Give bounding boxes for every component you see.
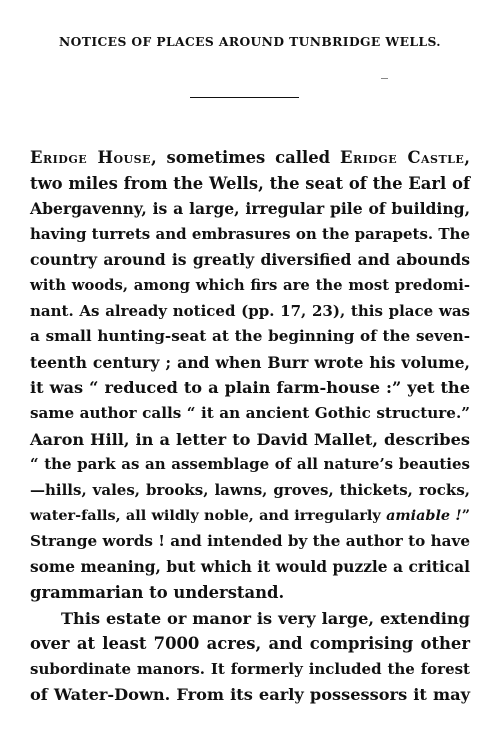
text-line: Strange words ! and intended by the author to have [30, 531, 470, 550]
text-line: —hills, vales, brooks, lawns, groves, thickets, rocks, [30, 480, 470, 499]
running-head: NOTICES OF PLACES AROUND TUNBRIDGE WELLS. [59, 34, 441, 49]
place-name-eridge-castle: Eridge Castle [339, 148, 465, 167]
text-line [30, 503, 470, 529]
print-speck [381, 78, 388, 79]
body-text [30, 145, 470, 708]
text-line: having turrets and embrasures on the parapets. The [30, 224, 470, 243]
text-line: some meaning, but which it would puzzle a critical [30, 557, 470, 576]
text-fragment: , sometimes called [150, 148, 340, 167]
place-name-eridge-house: Eridge House [30, 148, 151, 167]
text-line: Abergavenny, is a large, irregular pile of building, [30, 199, 470, 219]
text-line: a small hunting-seat at the beginning of the seven- [30, 327, 470, 346]
text-line: country around is greatly diversified and abounds [30, 250, 470, 270]
text-line: two miles from the Wells, the seat of the Earl of [30, 173, 470, 193]
text-line: “ the park as an assemblage of all nature’s beauties [30, 455, 470, 474]
italic-word: amiable ! [386, 507, 462, 525]
text-line: subordinate manors. It formerly included the forest [30, 659, 470, 678]
text-fragment: water-falls, all wildly noble, and irregularly [30, 507, 387, 525]
text-line: teenth century ; and when Burr wrote his volume, [30, 352, 470, 372]
text-fragment: ” [461, 507, 470, 525]
text-line: grammarian to understand. [30, 583, 285, 603]
text-line: it was “ reduced to a plain farm-house :” yet the [30, 378, 470, 398]
text-fragment: , [464, 148, 471, 167]
text-line [30, 145, 470, 171]
section-rule [190, 97, 299, 98]
text-line: with woods, among which firs are the most predomi- [30, 276, 470, 294]
text-line: over at least 7000 acres, and comprising other [30, 634, 470, 654]
text-line: same author calls “ it an ancient Gothic structure.” [30, 403, 470, 422]
text-line: nant. As already noticed (pp. 17, 23), this place was [30, 301, 470, 320]
text-line: of Water-Down. From its early possessors it may [30, 685, 470, 705]
text-line: Aaron Hill, in a letter to David Mallet, describes [30, 429, 470, 449]
text-line: This estate or manor is very large, extending [61, 608, 470, 628]
